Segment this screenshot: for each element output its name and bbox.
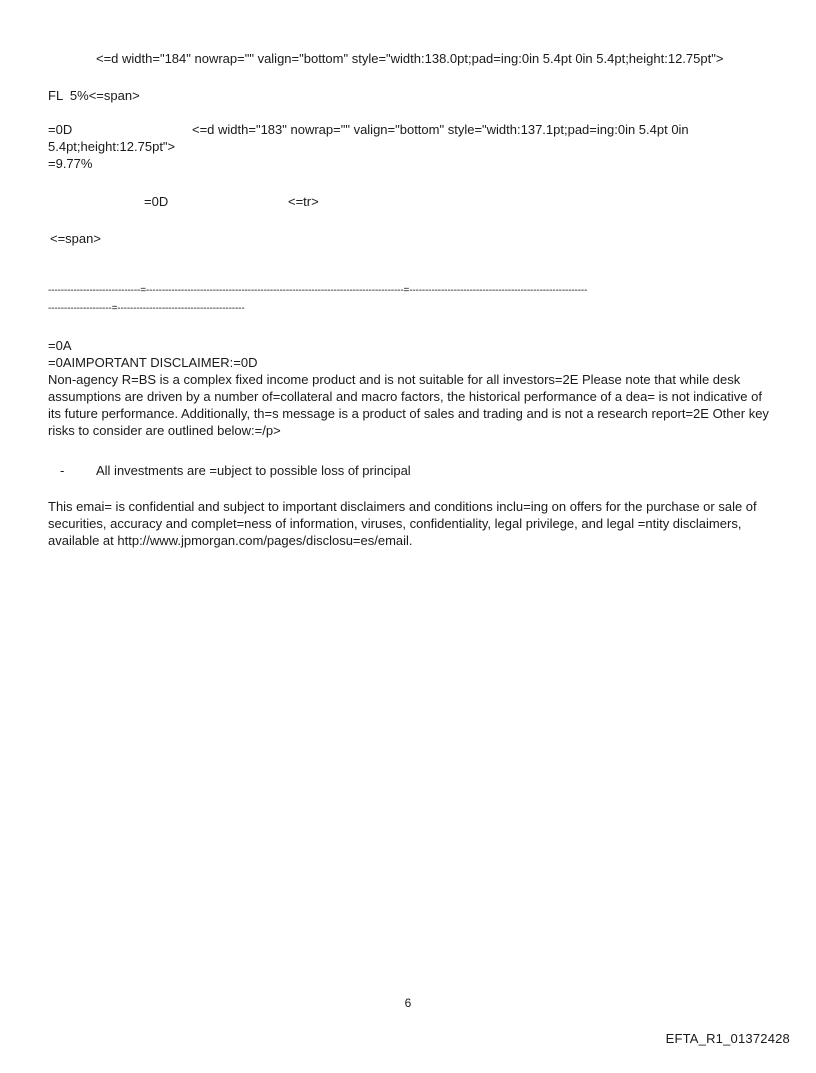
html-fragment-line: 5.4pt;height:12.75pt"> [48, 139, 176, 154]
confidentiality-paragraph: This emai= is confidential and subject to important disclaimers and conditions inclu=ing on offers for the purchase or sale of securities, accuracy and complet=ness of information, viruses, confidentiality, legal privilege, and legal =ntity disclaimers, available at http://www.jpmorgan.com/pages/disclosu=es/email. [48, 499, 757, 548]
html-fragment-line: <=d width="183" nowrap="" valign="bottom" style="width:137.1pt;pad=ing:0in 5.4pt 0in [192, 122, 689, 137]
html-fragment-line: <=d width="184" nowrap="" valign="bottom" style="width:138.0pt;pad=ing:0in 5.4pt 0in 5.4pt;height:12.75pt"> [96, 51, 724, 66]
bates-id: EFTA_R1_01372428 [665, 1031, 790, 1046]
html-fragment-line: FL 5%<=span> [48, 88, 140, 103]
html-fragment-line: <=span> [50, 231, 101, 246]
encoded-line: =0A [48, 338, 72, 353]
bullet-dash: - [60, 463, 65, 478]
html-fragment-line: <=tr> [288, 194, 319, 209]
separator-line: --------------------=---------------------------------------- [48, 303, 245, 314]
disclaimer-heading: =0AIMPORTANT DISCLAIMER:=0D [48, 355, 258, 370]
page-number: 6 [404, 996, 412, 1010]
html-fragment-line: =0D [144, 194, 169, 209]
bullet-item: All investments are =ubject to possible loss of principal [96, 463, 411, 478]
separator-line: -----------------------------=---------------------------------------------------------------------------------=-------------------------------------------------------- [48, 285, 588, 296]
html-fragment-line: =0D [48, 122, 73, 137]
disclaimer-paragraph: Non-agency R=BS is a complex fixed income product and is not suitable for all investors=2E Please note that while desk assumptions are driven by a number of=collateral and macro factors, the historical performance of a dea= is not indicative of its future performance. Additionally, th=s message is a product of sales and trading and is not a research report=2E Other key risks to consider are outlined below:=/p> [48, 372, 769, 438]
html-fragment-line: =9.77% [48, 156, 93, 171]
